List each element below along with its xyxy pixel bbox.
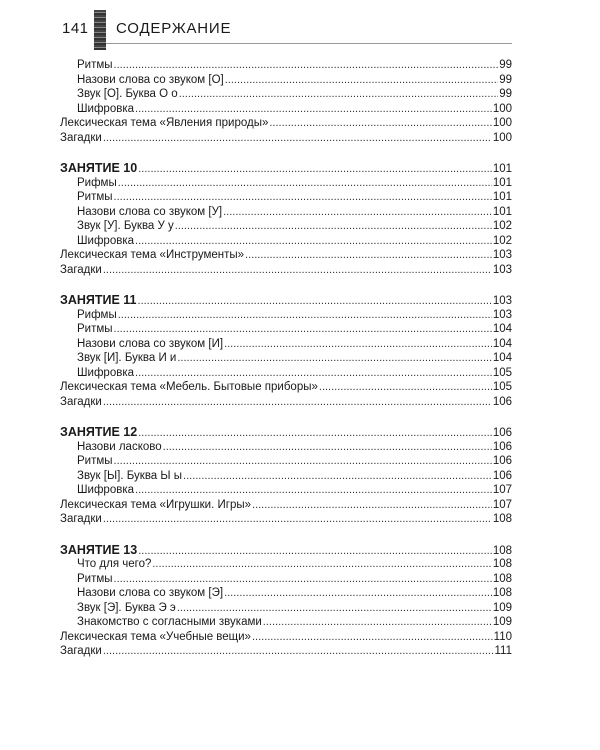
dot-leader [152,557,491,572]
toc-page-number: 105 [492,381,512,393]
toc-subentry[interactable] [60,572,512,587]
dot-leader [103,395,492,410]
dot-leader [114,572,492,587]
dot-leader [135,483,492,498]
toc-subentry[interactable] [60,102,512,117]
toc-entry-label: Звук [Э]. Буква Э э [77,601,176,614]
toc-subentry[interactable] [60,440,512,455]
toc-subentry[interactable] [60,234,512,249]
toc-subentry[interactable] [60,73,512,88]
dot-leader [183,469,492,484]
toc-entry-label: Ритмы [77,572,113,585]
toc-subentry[interactable] [60,366,512,381]
toc-page-number: 103 [492,263,512,276]
toc-entry-label: Рифмы [77,308,117,321]
dot-leader [138,544,492,559]
toc-section-heading[interactable] [60,543,512,558]
dot-leader [163,440,492,455]
dot-leader [138,294,492,309]
toc-page-number: 104 [492,352,512,364]
header-marker-bar [94,10,106,50]
toc-entry-label: Загадки [60,263,102,276]
group-spacer [60,409,512,425]
dot-leader [103,512,492,527]
dot-leader [103,644,494,659]
toc-entry-label: Звук [О]. Буква О о [77,88,178,100]
toc-entry[interactable] [60,131,512,146]
toc-entry-label: Знакомство с согласными звуками [77,616,262,628]
toc-entry-label: Назови слова со звуком [У] [77,205,223,218]
toc-page-number: 108 [492,587,512,599]
toc-entry[interactable] [60,498,512,513]
toc-entry-label: ЗАНЯТИЕ 10 [60,161,138,175]
toc-entry-label: Лексическая тема «Мебель. Бытовые приборы» [60,381,318,393]
dot-leader [225,73,498,88]
toc-subentry[interactable] [60,308,512,323]
toc-page-number: 108 [492,572,512,585]
toc-entry[interactable] [60,395,512,410]
toc-subentry[interactable] [60,58,512,73]
toc-entry-label: Лексическая тема «Игрушки. Игры» [60,498,252,511]
toc-page-number: 106 [492,395,512,408]
toc-page-number: 110 [493,630,512,643]
toc-entry-label: Шифровка [77,234,135,247]
dot-leader [263,615,492,630]
toc-entry[interactable] [60,512,512,527]
toc-entry[interactable] [60,116,512,131]
dot-leader [252,498,492,513]
toc-page-number: 100 [492,102,512,115]
toc-page-number: 101 [492,205,512,218]
toc-entry-label: Ритмы [77,455,113,467]
toc-entry-label: Назови слова со звуком [О] [77,73,224,86]
toc-entry-label: Назови ласково [77,440,162,453]
toc-subentry[interactable] [60,337,512,352]
toc-page-number: 107 [492,498,512,511]
group-spacer [60,527,512,543]
dot-leader [175,219,492,234]
toc-page-number: 99 [499,88,512,100]
toc-entry-label: Назови слова со звуком [И] [77,337,224,350]
dot-leader [269,116,491,131]
toc-subentry[interactable] [60,601,512,616]
toc-entry-label: Ритмы [77,323,113,335]
dot-leader [138,426,492,441]
toc-entry-label: Назови слова со звуком [Э] [77,587,224,599]
toc-entry[interactable] [60,380,512,395]
toc-page-number: 100 [492,131,512,144]
toc-subentry[interactable] [60,615,512,630]
dot-leader [319,380,492,395]
toc-entry-label: Лексическая тема «Явления природы» [60,117,269,129]
toc-subentry[interactable] [60,454,512,469]
toc-page-number: 106 [492,455,512,467]
toc-subentry[interactable] [60,557,512,572]
toc-page-number: 102 [492,220,512,232]
group-spacer [60,277,512,293]
toc-page-number: 101 [492,163,512,175]
toc-page-number: 101 [492,191,512,203]
toc-page-number: 108 [492,544,512,557]
toc-subentry[interactable] [60,322,512,337]
toc-page-number: 108 [492,513,512,525]
dot-leader [135,102,492,117]
dot-leader [118,308,492,323]
dot-leader [103,263,492,278]
toc-page-number: 105 [492,366,512,379]
toc-entry-label: Звук [Ы]. Буква Ы ы [77,469,183,482]
toc-subentry[interactable] [60,219,512,234]
dot-leader [135,234,492,249]
dot-leader [138,162,492,177]
toc-page-number: 102 [492,234,512,247]
group-spacer [60,145,512,161]
dot-leader [177,601,492,616]
dot-leader [114,322,492,337]
toc-entry-label: Загадки [60,395,102,408]
toc-entry[interactable] [60,263,512,278]
toc-page-number: 108 [492,558,512,570]
dot-leader [103,131,492,146]
toc-entry-label: Лексическая тема «Инструменты» [60,249,245,261]
header-rule [106,43,512,44]
toc-page-number: 100 [492,117,512,129]
toc-entry-label: Шифровка [77,102,135,115]
table-of-contents [60,58,512,659]
toc-entry-label: Звук [И]. Буква И и [77,352,177,364]
dot-leader [224,337,492,352]
toc-page-number: 111 [494,645,512,657]
toc-section-heading[interactable] [60,425,512,440]
toc-page-number: 106 [492,469,512,482]
toc-entry-label: Загадки [60,513,102,525]
toc-subentry[interactable] [60,190,512,205]
toc-subentry[interactable] [60,351,512,366]
dot-leader [118,176,492,191]
toc-section-heading[interactable] [60,161,512,176]
dot-leader [135,366,492,381]
toc-entry-label: Загадки [60,131,102,144]
toc-page-number: 104 [492,323,512,335]
toc-entry-label: Шифровка [77,484,135,496]
toc-page-number: 107 [492,484,512,496]
toc-entry-label: Лексическая тема «Учебные вещи» [60,630,251,643]
section-title: СОДЕРЖАНИЕ [116,20,232,37]
dot-leader [177,351,491,366]
dot-leader [224,586,492,601]
toc-subentry[interactable] [60,87,512,102]
toc-page-number: 103 [492,295,512,307]
toc-page-number: 109 [492,616,512,628]
toc-page-number: 106 [492,427,512,439]
dot-leader [114,190,492,205]
toc-entry[interactable] [60,248,512,263]
dot-leader [223,205,492,220]
toc-entry-label: Звук [У]. Буква У у [77,220,174,232]
toc-page-number: 106 [492,440,512,453]
toc-subentry[interactable] [60,176,512,191]
toc-entry[interactable] [60,630,512,645]
toc-page-number: 99 [499,59,512,71]
toc-subentry[interactable] [60,483,512,498]
toc-page-number: 104 [492,337,512,350]
page-header [0,0,600,56]
toc-entry-label: Шифровка [77,366,135,379]
dot-leader [114,454,492,469]
toc-page-number: 103 [492,308,512,321]
toc-entry-label: Ритмы [77,59,113,71]
toc-page-number: 101 [492,176,512,189]
toc-entry-label: Загадки [60,645,102,657]
page-number: 141 [62,20,89,37]
toc-entry-label: ЗАНЯТИЕ 12 [60,425,138,439]
toc-entry-label: ЗАНЯТИЕ 11 [60,293,137,307]
toc-entry-label: Ритмы [77,191,113,203]
dot-leader [252,630,493,645]
dot-leader [245,248,492,263]
toc-subentry[interactable] [60,205,512,220]
toc-page-number: 99 [499,73,512,86]
toc-subentry[interactable] [60,469,512,484]
dot-leader [179,87,499,102]
toc-section-heading[interactable] [60,293,512,308]
toc-entry-label: Рифмы [77,176,117,189]
toc-page-number: 109 [492,601,512,614]
toc-entry[interactable] [60,644,512,659]
toc-entry-label: ЗАНЯТИЕ 13 [60,542,138,557]
dot-leader [114,58,499,73]
toc-page-number: 103 [492,249,512,261]
toc-subentry[interactable] [60,586,512,601]
toc-entry-label: Что для чего? [77,558,152,570]
